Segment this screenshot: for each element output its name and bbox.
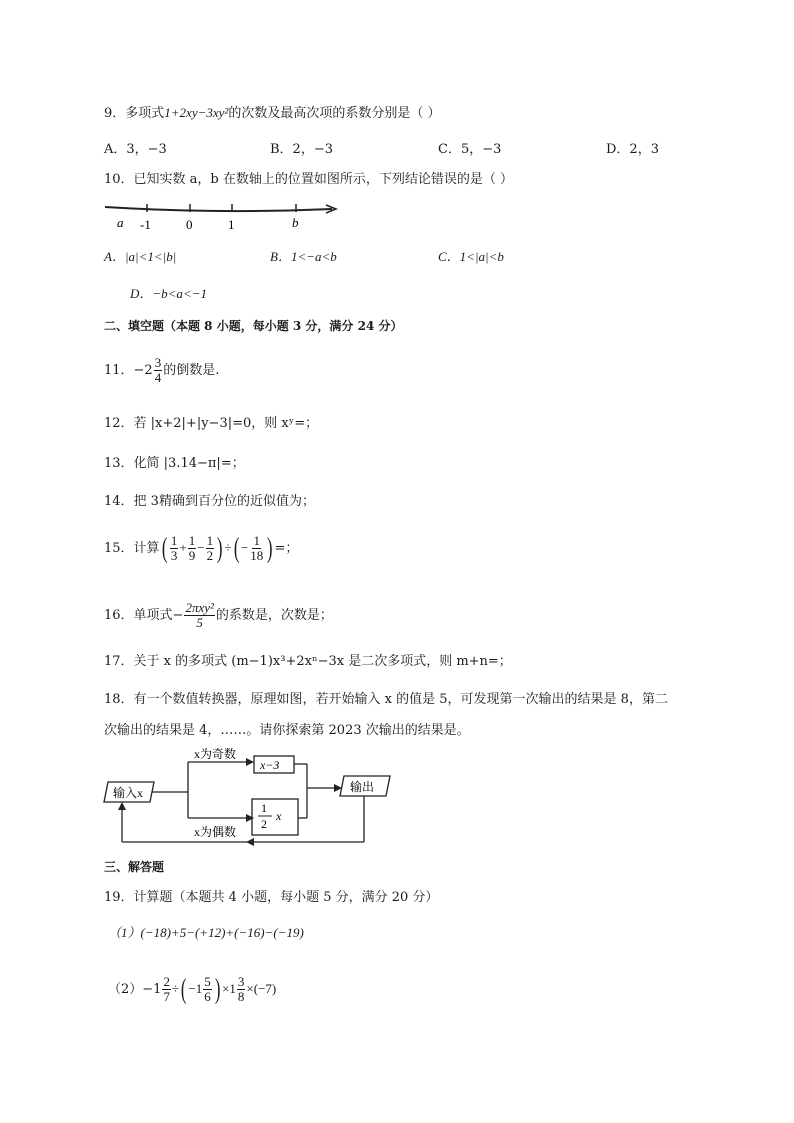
- q15-frac-2: [188, 534, 197, 563]
- q19-p2-frac-3: [237, 975, 246, 1004]
- q19-p2-f1-den: 7: [163, 989, 170, 1004]
- q9-option-d: D．2，3: [606, 142, 659, 157]
- q9-option-a: A．3，−3: [104, 142, 167, 157]
- q11-fraction: [154, 356, 163, 385]
- q10-option-b: B．1<−a<b: [270, 249, 337, 264]
- q9-option-b: B．2，−3: [270, 142, 333, 157]
- q15-frac-4: [249, 534, 264, 563]
- question-19: 19．计算题（本题共 4 小题，每小题 5 分，满分 20 分）: [104, 890, 439, 905]
- question-18-line-2: 次输出的结果是 4，……。请你探索第 2023 次输出的结果是。: [104, 723, 470, 738]
- q16-num: 2πxy²: [185, 600, 214, 615]
- q9-option-c: C．5，−3: [438, 142, 502, 157]
- number-line-axis: [105, 207, 332, 211]
- q19-p2-f3-den: 8: [237, 989, 245, 1004]
- q16-suffix: 的系数是，次数是；: [215, 608, 333, 623]
- q9-suffix: 的次数及最高次项的系数分别是（ ）: [228, 106, 441, 121]
- q19-p2-f1-num: 2: [163, 974, 170, 989]
- q15-frac-2-den: 9: [188, 548, 196, 563]
- q19-p2-whole: −1: [188, 981, 203, 996]
- q19-p2-prefix: （2）−1: [108, 982, 162, 997]
- q15-suffix: =；: [274, 541, 299, 556]
- q10-option-a: A．|a|<1<|b|: [104, 249, 177, 264]
- question-14: 14．把 3精确到百分位的近似值为；: [104, 494, 315, 509]
- q11-num: 3: [154, 355, 162, 370]
- question-15: 15．计算( $\frac{1}{3}$ + $\frac{1}{9}$ − $\frac{1}{2}$ ) ÷( − $\frac{1}{18}$ ) =；: [104, 532, 299, 564]
- q19-p2-f2-num: 5: [204, 974, 211, 989]
- q16-prefix: 16．单项式−: [104, 608, 184, 623]
- q9-prefix: 9．多项式: [104, 106, 165, 121]
- output-label: 输出: [350, 780, 375, 794]
- q19-p2-tail: ×(−7): [246, 981, 277, 996]
- q11-suffix: 的倒数是.: [163, 363, 220, 378]
- op-half-den: 2: [261, 817, 267, 831]
- q16-fraction: [184, 601, 214, 630]
- question-12: 12．若 |x+2|+|y−3|=0，则 xʸ=；: [104, 416, 319, 431]
- question-16: [104, 601, 333, 630]
- q19-p2-times: ×1: [222, 981, 236, 996]
- axis-label-a: a: [117, 215, 124, 230]
- question-11: [104, 356, 219, 385]
- section-fill-in-heading: 二、填空题（本题 8 小题，每小题 3 分，满分 24 分）: [104, 319, 403, 333]
- converter-flow-diagram: [102, 748, 402, 850]
- axis-label-zero: 0: [186, 217, 193, 232]
- q16-den: 5: [196, 615, 203, 630]
- q15-prefix: 15．计算: [104, 541, 160, 556]
- q19-part-2: （2）−1 $\frac{2}{7}$ ÷( −1 $\frac{5}{6}$ ) ×1 $\frac{3}{8}$ ×(−7): [108, 973, 277, 1005]
- q19-p2-f2-den: 6: [204, 989, 211, 1004]
- q15-frac-3-den: 2: [206, 548, 214, 563]
- q19-p2-frac-2: [203, 975, 212, 1004]
- q19-p2-divide: ÷: [171, 981, 180, 996]
- axis-label-b: b: [292, 215, 299, 230]
- axis-label-one: 1: [228, 217, 235, 232]
- input-label: 输入x: [113, 786, 144, 800]
- q15-frac-3-num: 1: [206, 533, 214, 548]
- op-subtract-three-label: x−3: [260, 758, 280, 772]
- op-half-var: x: [276, 809, 282, 823]
- question-18-line-1: 18．有一个数值转换器，原理如图，若开始输入 x 的值是 5，可发现第一次输出的结果是 8，第二: [104, 692, 668, 707]
- question-17: 17．关于 x 的多项式 (m−1)x³+2xⁿ−3x 是二次多项式，则 m+n=；: [104, 654, 512, 669]
- q19-part-1: （1）(−18)+5−(+12)+(−16)−(−19): [108, 925, 304, 940]
- op-half-num: 1: [261, 801, 267, 815]
- q15-frac-1-den: 3: [170, 548, 178, 563]
- q15-frac-2-num: 1: [188, 533, 196, 548]
- section-answer-heading: 三、解答题: [104, 860, 165, 874]
- q10-option-d: D．−b<a<−1: [130, 286, 207, 301]
- question-13: 13．化简 |3.14−π|=；: [104, 456, 245, 471]
- op-half: [252, 799, 298, 835]
- q15-frac-4-num: 1: [253, 533, 260, 548]
- even-branch-label: x为偶数: [194, 825, 237, 839]
- question-10: 10．已知实数 a，b 在数轴上的位置如图所示，下列结论错误的是（ ）: [104, 172, 514, 187]
- q15-frac-4-den: 18: [250, 548, 264, 563]
- q11-den: 4: [154, 370, 162, 385]
- axis-label-minus-one: -1: [140, 217, 151, 232]
- q10-option-c: C．1<|a|<b: [438, 249, 504, 264]
- q9-expression: 1+2xy−3xy²: [164, 105, 229, 120]
- q15-frac-3: [206, 534, 215, 563]
- q11-prefix: 11．−2: [104, 363, 153, 378]
- odd-branch-label: x为奇数: [194, 748, 237, 761]
- q15-frac-1-num: 1: [170, 533, 178, 548]
- q19-p2-f3-num: 3: [237, 974, 245, 989]
- question-9: [104, 104, 440, 123]
- q15-frac-1: [170, 534, 179, 563]
- number-line-figure: [100, 198, 345, 234]
- q19-p2-frac-1: [162, 975, 171, 1004]
